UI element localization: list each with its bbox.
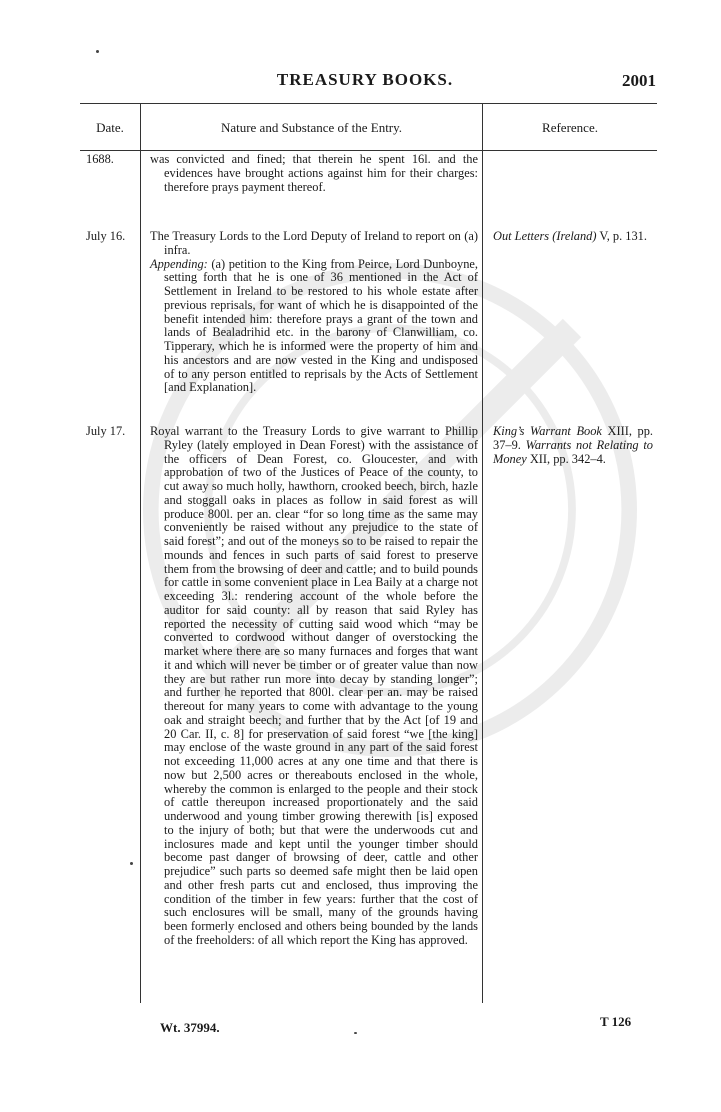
reference-title: Out Letters (Ireland) — [493, 229, 597, 243]
ink-speck — [354, 1032, 357, 1034]
column-divider-reference — [482, 103, 483, 1003]
column-header-date: Date. — [96, 120, 124, 135]
entry-text — [150, 230, 478, 395]
entry-date: 1688. — [86, 152, 114, 166]
print-code: Wt. 37994. — [160, 1020, 220, 1035]
column-divider-date — [140, 103, 141, 1003]
entry-text-body: was convicted and fined; that therein he spent 16l. and the evidences have brought actions against him for their charges: therefore prays payment thereof. — [150, 152, 478, 194]
reference-location: V, p. 131. — [599, 229, 647, 243]
top-rule — [80, 103, 657, 104]
reference-title: Warrants not Relating to Money — [493, 437, 653, 466]
entry-reference — [493, 425, 653, 466]
appending-label: Appending: — [150, 256, 208, 271]
entry-reference — [493, 230, 653, 244]
column-header-nature: Nature and Substance of the Entry. — [220, 120, 403, 135]
column-header-reference: Reference. — [542, 120, 598, 135]
entry-date: July 16. — [86, 229, 126, 243]
ink-speck — [130, 862, 133, 865]
reference-location: XIII, pp. 37–9. — [493, 424, 653, 452]
entry-text-body: Royal warrant to the Treasury Lords to give warrant to Phillip Ryley (lately employed in Dean Forest) with the assistance of the officers of Dean Forest, co. Gloucester, and with approbation of two of the Justices of Peace of the county, to cut away so much holly, hawthorn, crooked beech, birch, hazle and stoggall oaks in places as follow in said forest as will produce 800l. per an. clear “for so long time as the same may conveniently be raised without any prejudice to the state of said forest”; and out of the moneys so to be raised to repair the mounds and fences in such parts of said forest to preserve them from the browsing of deer and cattle; and to build pounds for cattle in some convenient place in Lea Baily at a charge not exceeding 3l.: rendering account of the whole before the auditor for said county: all by reason that said Ryley has reported the necessity of cutting said wood which “may be converted to cordwood without danger of overstocking the market where there are so many furnaces and forges that want it and which will never be timber or of greater value than now they are but rather run more into decay by standing longer”; and further he reported that 800l. clear per an. may be raised thereout for many years to come with advantage to the young oak and straight beech; and further that by the Act [of 19 and 20 Car. II, c. 8] for preservation of said forest “we [the king] may enclose of the waste ground in any part of the said forest not exceeding 11,000 acres at any one time and that there is now but 2,500 acres or thereabouts enclosed in the whole, whereby the common is enlarged to the people and their stock of cattle thereupon increased proportionately and the said underwood and young timber growing therewith [is] exposed to the injury of both; but that were the underwoods cut and inclosures made and kept until the younger timber should become past danger of browsing of deer, cattle and other prejudice” such parts so deemed safe might then be laid open and other fresh parts cut and enclosed, thus improving the condition of the timber in few years: further that the cost of such enclosures will be small, many of the grounds having been formerly enclosed and others being bounded by the lands of the freeholders: of all which report the King has approved. — [150, 424, 478, 947]
header-rule — [80, 150, 657, 151]
reference-title: King’s Warrant Book — [493, 424, 602, 438]
entry-text-appending — [150, 258, 478, 396]
entry-text — [150, 425, 478, 948]
page-number: 2001 — [622, 71, 656, 90]
running-title: TREASURY BOOKS. — [276, 70, 454, 89]
reference-location: XII, pp. 342–4. — [529, 451, 606, 466]
appending-body: (a) petition to the King from Peirce, Lord Dunboyne, setting forth that he is one of 36 mentioned in the Act of Settlement in Ireland to be restored to his whole estate after previous reprisals, for want of which he is disappointed of the benefit intended him: therefore prays a grant of the town and lands of Bealadrihid etc. in the barony of Clanwilliam, co. Tipperary, which he is informed were the property of him and his ancestors and are now vested in the King and undisposed of to any person entitled to reprisals by the Acts of Settlement [and Explanation]. — [164, 256, 479, 395]
ink-speck — [96, 50, 99, 53]
entry-text-intro: The Treasury Lords to the Lord Deputy of Ireland to report on (a) infra. — [150, 229, 478, 257]
entry-text — [150, 153, 478, 194]
entry-date: July 17. — [86, 424, 126, 438]
sheet-signature: T 126 — [600, 1014, 632, 1029]
